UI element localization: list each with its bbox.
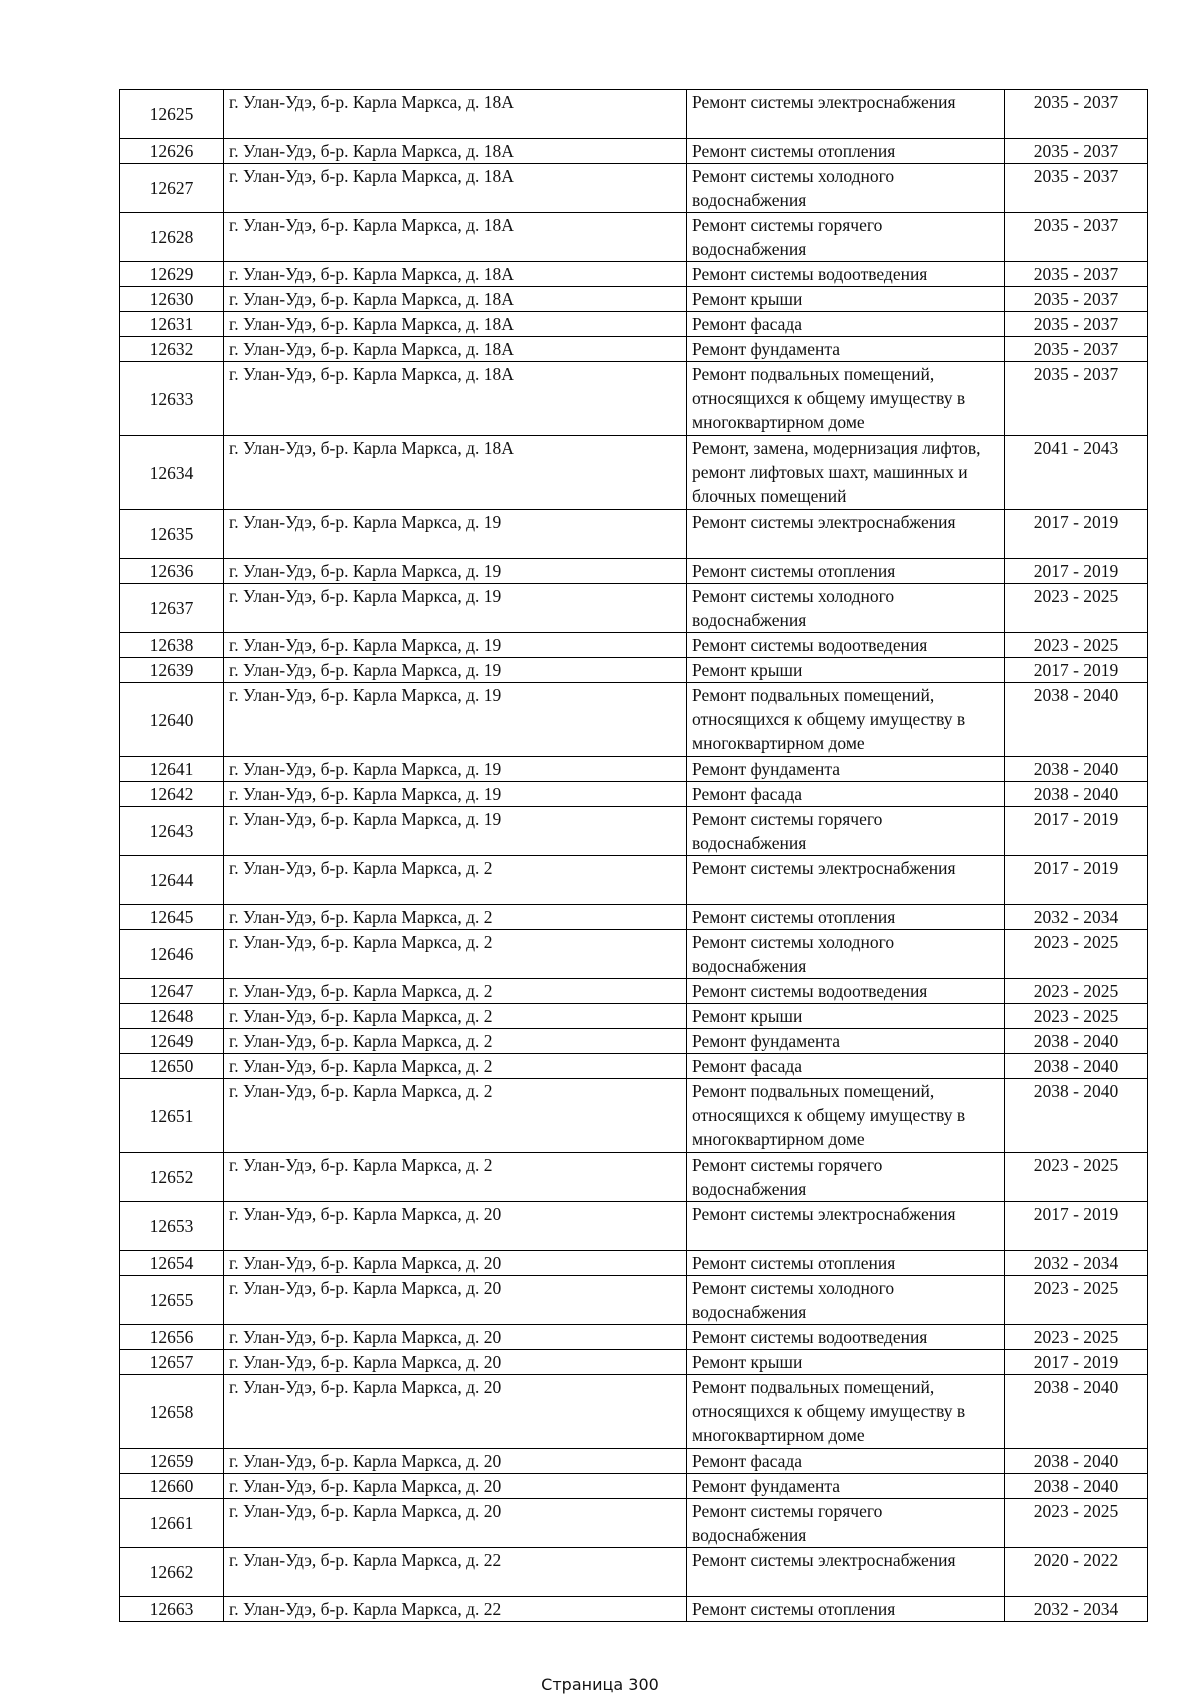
row-number-cell: 12660 — [120, 1474, 224, 1499]
work-type-cell: Ремонт системы отопления — [687, 139, 1005, 164]
table-row — [120, 757, 1148, 782]
row-number-cell: 12644 — [120, 856, 224, 905]
row-number-cell: 12662 — [120, 1548, 224, 1597]
address-cell: г. Улан-Удэ, б-р. Карла Маркса, д. 20 — [224, 1375, 687, 1449]
row-number-cell: 12635 — [120, 510, 224, 559]
period-cell: 2032 - 2034 — [1005, 905, 1148, 930]
table-row — [120, 1499, 1148, 1548]
row-number-cell: 12632 — [120, 337, 224, 362]
work-type-cell: Ремонт системы электроснабжения — [687, 510, 1005, 559]
work-type-cell: Ремонт фасада — [687, 1449, 1005, 1474]
work-type-cell: Ремонт системы электроснабжения — [687, 1202, 1005, 1251]
work-type-cell: Ремонт системы горячего водоснабжения — [687, 1499, 1005, 1548]
work-type-cell: Ремонт крыши — [687, 287, 1005, 312]
period-cell: 2035 - 2037 — [1005, 262, 1148, 287]
address-cell: г. Улан-Удэ, б-р. Карла Маркса, д. 20 — [224, 1449, 687, 1474]
address-cell: г. Улан-Удэ, б-р. Карла Маркса, д. 18А — [224, 337, 687, 362]
period-cell: 2023 - 2025 — [1005, 930, 1148, 979]
row-number-cell: 12651 — [120, 1079, 224, 1153]
address-cell: г. Улан-Удэ, б-р. Карла Маркса, д. 18А — [224, 362, 687, 436]
table-row — [120, 683, 1148, 757]
period-cell: 2038 - 2040 — [1005, 1375, 1148, 1449]
address-cell: г. Улан-Удэ, б-р. Карла Маркса, д. 19 — [224, 757, 687, 782]
address-cell: г. Улан-Удэ, б-р. Карла Маркса, д. 19 — [224, 658, 687, 683]
row-number-cell: 12629 — [120, 262, 224, 287]
period-cell: 2035 - 2037 — [1005, 312, 1148, 337]
table-row — [120, 337, 1148, 362]
period-cell: 2017 - 2019 — [1005, 559, 1148, 584]
work-type-cell: Ремонт фундамента — [687, 757, 1005, 782]
address-cell: г. Улан-Удэ, б-р. Карла Маркса, д. 19 — [224, 633, 687, 658]
period-cell: 2038 - 2040 — [1005, 1474, 1148, 1499]
table-row — [120, 164, 1148, 213]
work-type-cell: Ремонт системы отопления — [687, 905, 1005, 930]
period-cell: 2023 - 2025 — [1005, 1499, 1148, 1548]
address-cell: г. Улан-Удэ, б-р. Карла Маркса, д. 2 — [224, 1029, 687, 1054]
address-cell: г. Улан-Удэ, б-р. Карла Маркса, д. 2 — [224, 979, 687, 1004]
work-type-cell: Ремонт системы электроснабжения — [687, 856, 1005, 905]
row-number-cell: 12650 — [120, 1054, 224, 1079]
table-row — [120, 930, 1148, 979]
period-cell: 2038 - 2040 — [1005, 1029, 1148, 1054]
work-type-cell: Ремонт системы холодного водоснабжения — [687, 584, 1005, 633]
address-cell: г. Улан-Удэ, б-р. Карла Маркса, д. 18А — [224, 213, 687, 262]
period-cell: 2038 - 2040 — [1005, 683, 1148, 757]
period-cell: 2032 - 2034 — [1005, 1251, 1148, 1276]
address-cell: г. Улан-Удэ, б-р. Карла Маркса, д. 20 — [224, 1202, 687, 1251]
row-number-cell: 12637 — [120, 584, 224, 633]
address-cell: г. Улан-Удэ, б-р. Карла Маркса, д. 20 — [224, 1325, 687, 1350]
period-cell: 2020 - 2022 — [1005, 1548, 1148, 1597]
row-number-cell: 12648 — [120, 1004, 224, 1029]
document-table — [119, 89, 1148, 1622]
row-number-cell: 12659 — [120, 1449, 224, 1474]
address-cell: г. Улан-Удэ, б-р. Карла Маркса, д. 20 — [224, 1276, 687, 1325]
row-number-cell: 12642 — [120, 782, 224, 807]
row-number-cell: 12625 — [120, 90, 224, 139]
address-cell: г. Улан-Удэ, б-р. Карла Маркса, д. 19 — [224, 807, 687, 856]
period-cell: 2017 - 2019 — [1005, 658, 1148, 683]
table-row — [120, 1276, 1148, 1325]
table-row — [120, 1029, 1148, 1054]
period-cell: 2023 - 2025 — [1005, 1153, 1148, 1202]
period-cell: 2017 - 2019 — [1005, 807, 1148, 856]
table-row — [120, 584, 1148, 633]
period-cell: 2038 - 2040 — [1005, 1054, 1148, 1079]
work-type-cell: Ремонт, замена, модернизация лифтов, ремонт лифтовых шахт, машинных и блочных помещений — [687, 436, 1005, 510]
address-cell: г. Улан-Удэ, б-р. Карла Маркса, д. 18А — [224, 262, 687, 287]
table-row — [120, 633, 1148, 658]
table-row — [120, 1548, 1148, 1597]
work-type-cell: Ремонт крыши — [687, 1004, 1005, 1029]
work-type-cell: Ремонт фасада — [687, 1054, 1005, 1079]
table-row — [120, 312, 1148, 337]
table-row — [120, 1004, 1148, 1029]
period-cell: 2017 - 2019 — [1005, 856, 1148, 905]
period-cell: 2041 - 2043 — [1005, 436, 1148, 510]
row-number-cell: 12638 — [120, 633, 224, 658]
row-number-cell: 12645 — [120, 905, 224, 930]
row-number-cell: 12655 — [120, 1276, 224, 1325]
period-cell: 2017 - 2019 — [1005, 1350, 1148, 1375]
address-cell: г. Улан-Удэ, б-р. Карла Маркса, д. 18А — [224, 287, 687, 312]
period-cell: 2017 - 2019 — [1005, 1202, 1148, 1251]
table-row — [120, 1375, 1148, 1449]
work-type-cell: Ремонт системы электроснабжения — [687, 90, 1005, 139]
address-cell: г. Улан-Удэ, б-р. Карла Маркса, д. 18А — [224, 90, 687, 139]
work-type-cell: Ремонт подвальных помещений, относящихся к общему имуществу в многоквартирном доме — [687, 362, 1005, 436]
address-cell: г. Улан-Удэ, б-р. Карла Маркса, д. 2 — [224, 930, 687, 979]
row-number-cell: 12653 — [120, 1202, 224, 1251]
period-cell: 2035 - 2037 — [1005, 213, 1148, 262]
work-type-cell: Ремонт системы водоотведения — [687, 1325, 1005, 1350]
table-row — [120, 1251, 1148, 1276]
table-body — [120, 90, 1148, 1622]
work-type-cell: Ремонт подвальных помещений, относящихся к общему имуществу в многоквартирном доме — [687, 1375, 1005, 1449]
table-row — [120, 1449, 1148, 1474]
period-cell: 2038 - 2040 — [1005, 757, 1148, 782]
work-type-cell: Ремонт системы отопления — [687, 1251, 1005, 1276]
address-cell: г. Улан-Удэ, б-р. Карла Маркса, д. 2 — [224, 856, 687, 905]
row-number-cell: 12641 — [120, 757, 224, 782]
address-cell: г. Улан-Удэ, б-р. Карла Маркса, д. 2 — [224, 1054, 687, 1079]
work-type-cell: Ремонт подвальных помещений, относящихся к общему имуществу в многоквартирном доме — [687, 1079, 1005, 1153]
period-cell: 2035 - 2037 — [1005, 90, 1148, 139]
table-row — [120, 1054, 1148, 1079]
work-type-cell: Ремонт системы холодного водоснабжения — [687, 164, 1005, 213]
address-cell: г. Улан-Удэ, б-р. Карла Маркса, д. 2 — [224, 1004, 687, 1029]
work-type-cell: Ремонт системы отопления — [687, 1597, 1005, 1622]
address-cell: г. Улан-Удэ, б-р. Карла Маркса, д. 22 — [224, 1548, 687, 1597]
period-cell: 2032 - 2034 — [1005, 1597, 1148, 1622]
address-cell: г. Улан-Удэ, б-р. Карла Маркса, д. 2 — [224, 1079, 687, 1153]
table-row — [120, 262, 1148, 287]
row-number-cell: 12643 — [120, 807, 224, 856]
table-row — [120, 362, 1148, 436]
period-cell: 2035 - 2037 — [1005, 362, 1148, 436]
work-type-cell: Ремонт системы горячего водоснабжения — [687, 807, 1005, 856]
table-row — [120, 782, 1148, 807]
period-cell: 2035 - 2037 — [1005, 139, 1148, 164]
period-cell: 2035 - 2037 — [1005, 164, 1148, 213]
address-cell: г. Улан-Удэ, б-р. Карла Маркса, д. 19 — [224, 683, 687, 757]
row-number-cell: 12646 — [120, 930, 224, 979]
work-type-cell: Ремонт системы отопления — [687, 559, 1005, 584]
table-row — [120, 1079, 1148, 1153]
table-row — [120, 90, 1148, 139]
address-cell: г. Улан-Удэ, б-р. Карла Маркса, д. 20 — [224, 1474, 687, 1499]
row-number-cell: 12639 — [120, 658, 224, 683]
address-cell: г. Улан-Удэ, б-р. Карла Маркса, д. 18А — [224, 139, 687, 164]
table-row — [120, 658, 1148, 683]
address-cell: г. Улан-Удэ, б-р. Карла Маркса, д. 20 — [224, 1350, 687, 1375]
work-type-cell: Ремонт системы водоотведения — [687, 262, 1005, 287]
period-cell: 2023 - 2025 — [1005, 1325, 1148, 1350]
work-type-cell: Ремонт системы холодного водоснабжения — [687, 930, 1005, 979]
work-type-cell: Ремонт системы горячего водоснабжения — [687, 213, 1005, 262]
period-cell: 2035 - 2037 — [1005, 337, 1148, 362]
table-row — [120, 287, 1148, 312]
row-number-cell: 12640 — [120, 683, 224, 757]
work-type-cell: Ремонт крыши — [687, 658, 1005, 683]
row-number-cell: 12628 — [120, 213, 224, 262]
table-row — [120, 1350, 1148, 1375]
table-row — [120, 213, 1148, 262]
work-type-cell: Ремонт системы холодного водоснабжения — [687, 1276, 1005, 1325]
row-number-cell: 12627 — [120, 164, 224, 213]
address-cell: г. Улан-Удэ, б-р. Карла Маркса, д. 19 — [224, 510, 687, 559]
period-cell: 2038 - 2040 — [1005, 1449, 1148, 1474]
address-cell: г. Улан-Удэ, б-р. Карла Маркса, д. 22 — [224, 1597, 687, 1622]
row-number-cell: 12658 — [120, 1375, 224, 1449]
period-cell: 2023 - 2025 — [1005, 584, 1148, 633]
row-number-cell: 12663 — [120, 1597, 224, 1622]
table-row — [120, 979, 1148, 1004]
period-cell: 2038 - 2040 — [1005, 1079, 1148, 1153]
row-number-cell: 12633 — [120, 362, 224, 436]
work-type-cell: Ремонт фундамента — [687, 1474, 1005, 1499]
work-type-cell: Ремонт фундамента — [687, 337, 1005, 362]
period-cell: 2035 - 2037 — [1005, 287, 1148, 312]
address-cell: г. Улан-Удэ, б-р. Карла Маркса, д. 2 — [224, 1153, 687, 1202]
address-cell: г. Улан-Удэ, б-р. Карла Маркса, д. 19 — [224, 584, 687, 633]
work-type-cell: Ремонт системы водоотведения — [687, 633, 1005, 658]
address-cell: г. Улан-Удэ, б-р. Карла Маркса, д. 18А — [224, 164, 687, 213]
work-type-cell: Ремонт системы горячего водоснабжения — [687, 1153, 1005, 1202]
period-cell: 2023 - 2025 — [1005, 633, 1148, 658]
row-number-cell: 12634 — [120, 436, 224, 510]
address-cell: г. Улан-Удэ, б-р. Карла Маркса, д. 19 — [224, 559, 687, 584]
address-cell: г. Улан-Удэ, б-р. Карла Маркса, д. 18А — [224, 312, 687, 337]
address-cell: г. Улан-Удэ, б-р. Карла Маркса, д. 2 — [224, 905, 687, 930]
table-row — [120, 1153, 1148, 1202]
work-type-cell: Ремонт фасада — [687, 312, 1005, 337]
work-type-cell: Ремонт подвальных помещений, относящихся к общему имуществу в многоквартирном доме — [687, 683, 1005, 757]
work-type-cell: Ремонт фундамента — [687, 1029, 1005, 1054]
page-number: Страница 300 — [541, 1675, 659, 1694]
period-cell: 2023 - 2025 — [1005, 1276, 1148, 1325]
table-row — [120, 1202, 1148, 1251]
period-cell: 2023 - 2025 — [1005, 979, 1148, 1004]
table-row — [120, 139, 1148, 164]
table-row — [120, 436, 1148, 510]
address-cell: г. Улан-Удэ, б-р. Карла Маркса, д. 20 — [224, 1251, 687, 1276]
table-row — [120, 1597, 1148, 1622]
table-row — [120, 905, 1148, 930]
row-number-cell: 12647 — [120, 979, 224, 1004]
period-cell: 2023 - 2025 — [1005, 1004, 1148, 1029]
row-number-cell: 12656 — [120, 1325, 224, 1350]
row-number-cell: 12654 — [120, 1251, 224, 1276]
table-row — [120, 1325, 1148, 1350]
address-cell: г. Улан-Удэ, б-р. Карла Маркса, д. 20 — [224, 1499, 687, 1548]
row-number-cell: 12652 — [120, 1153, 224, 1202]
work-type-cell: Ремонт фасада — [687, 782, 1005, 807]
period-cell: 2038 - 2040 — [1005, 782, 1148, 807]
row-number-cell: 12661 — [120, 1499, 224, 1548]
table-row — [120, 510, 1148, 559]
table-row — [120, 807, 1148, 856]
row-number-cell: 12657 — [120, 1350, 224, 1375]
row-number-cell: 12630 — [120, 287, 224, 312]
row-number-cell: 12636 — [120, 559, 224, 584]
period-cell: 2017 - 2019 — [1005, 510, 1148, 559]
address-cell: г. Улан-Удэ, б-р. Карла Маркса, д. 18А — [224, 436, 687, 510]
work-type-cell: Ремонт системы водоотведения — [687, 979, 1005, 1004]
row-number-cell: 12649 — [120, 1029, 224, 1054]
row-number-cell: 12631 — [120, 312, 224, 337]
table-row — [120, 856, 1148, 905]
table-row — [120, 559, 1148, 584]
address-cell: г. Улан-Удэ, б-р. Карла Маркса, д. 19 — [224, 782, 687, 807]
work-type-cell: Ремонт крыши — [687, 1350, 1005, 1375]
table-row — [120, 1474, 1148, 1499]
row-number-cell: 12626 — [120, 139, 224, 164]
work-type-cell: Ремонт системы электроснабжения — [687, 1548, 1005, 1597]
